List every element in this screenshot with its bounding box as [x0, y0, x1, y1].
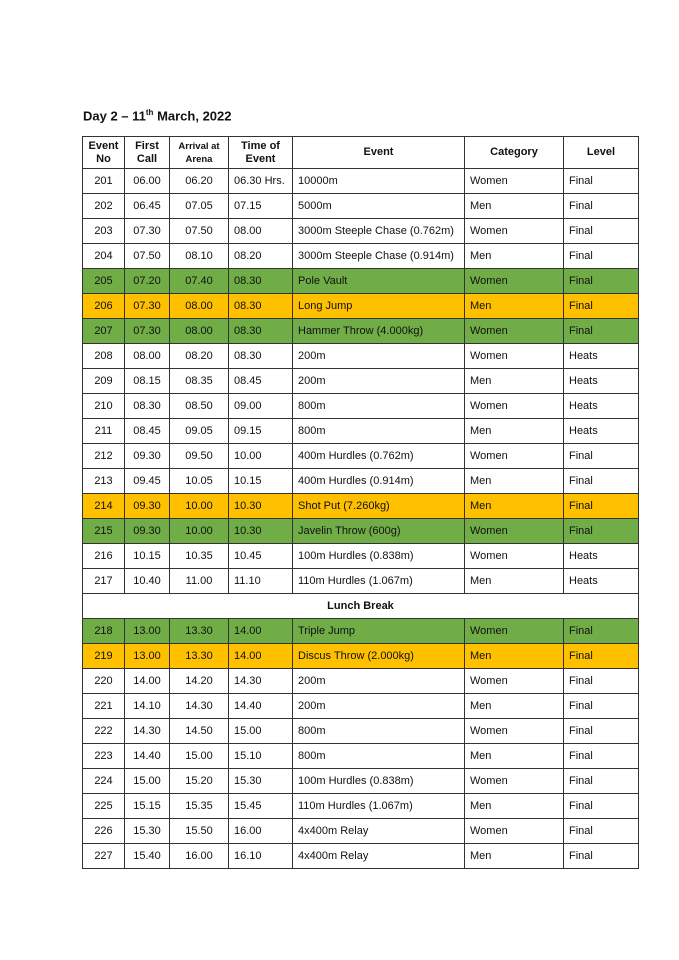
- cell-level: Final: [564, 519, 639, 544]
- cell-first-call: 08.15: [125, 369, 170, 394]
- header-arrival: Arrival at Arena: [170, 137, 229, 169]
- cell-category: Men: [465, 694, 564, 719]
- table-row: [83, 694, 639, 719]
- cell-category: Women: [465, 394, 564, 419]
- cell-level: Final: [564, 694, 639, 719]
- cell-event: Long Jump: [293, 294, 465, 319]
- schedule-table: [82, 136, 639, 869]
- cell-event: 200m: [293, 344, 465, 369]
- page-title: Day 2 – 11th March, 2022: [83, 108, 232, 124]
- table-row: [83, 569, 639, 594]
- cell-arrival: 14.50: [170, 719, 229, 744]
- table-row: [83, 319, 639, 344]
- cell-arrival: 16.00: [170, 844, 229, 869]
- cell-arrival: 15.20: [170, 769, 229, 794]
- cell-arrival: 08.00: [170, 294, 229, 319]
- cell-category: Women: [465, 619, 564, 644]
- cell-event: 800m: [293, 719, 465, 744]
- cell-event-no: 218: [83, 619, 125, 644]
- cell-category: Women: [465, 719, 564, 744]
- cell-first-call: 08.00: [125, 344, 170, 369]
- cell-first-call: 07.50: [125, 244, 170, 269]
- cell-first-call: 14.40: [125, 744, 170, 769]
- cell-level: Final: [564, 194, 639, 219]
- cell-level: Final: [564, 219, 639, 244]
- cell-time: 11.10: [229, 569, 293, 594]
- cell-event-no: 227: [83, 844, 125, 869]
- table-row: [83, 519, 639, 544]
- header-event: Event: [293, 137, 465, 169]
- cell-time: 15.10: [229, 744, 293, 769]
- cell-arrival: 15.35: [170, 794, 229, 819]
- cell-event-no: 203: [83, 219, 125, 244]
- table-row: [83, 644, 639, 669]
- cell-time: 14.40: [229, 694, 293, 719]
- cell-arrival: 08.00: [170, 319, 229, 344]
- cell-arrival: 11.00: [170, 569, 229, 594]
- cell-event-no: 212: [83, 444, 125, 469]
- cell-time: 10.30: [229, 494, 293, 519]
- table-row: [83, 394, 639, 419]
- cell-time: 08.30: [229, 269, 293, 294]
- cell-category: Women: [465, 219, 564, 244]
- table-row: [83, 169, 639, 194]
- table-row: [83, 794, 639, 819]
- cell-first-call: 13.00: [125, 644, 170, 669]
- table-row: [83, 669, 639, 694]
- cell-level: Heats: [564, 544, 639, 569]
- table-row: [83, 244, 639, 269]
- table-row: [83, 744, 639, 769]
- cell-event-no: 215: [83, 519, 125, 544]
- table-row: [83, 819, 639, 844]
- cell-arrival: 14.30: [170, 694, 229, 719]
- table-row: [83, 194, 639, 219]
- cell-arrival: 15.00: [170, 744, 229, 769]
- cell-event-no: 226: [83, 819, 125, 844]
- cell-arrival: 13.30: [170, 644, 229, 669]
- cell-event-no: 204: [83, 244, 125, 269]
- cell-first-call: 15.00: [125, 769, 170, 794]
- cell-category: Women: [465, 169, 564, 194]
- cell-time: 09.00: [229, 394, 293, 419]
- cell-event-no: 210: [83, 394, 125, 419]
- cell-arrival: 08.35: [170, 369, 229, 394]
- cell-level: Heats: [564, 344, 639, 369]
- cell-event-no: 221: [83, 694, 125, 719]
- cell-arrival: 07.40: [170, 269, 229, 294]
- cell-category: Men: [465, 369, 564, 394]
- cell-arrival: 06.20: [170, 169, 229, 194]
- cell-level: Final: [564, 619, 639, 644]
- cell-level: Heats: [564, 369, 639, 394]
- cell-category: Men: [465, 469, 564, 494]
- cell-category: Women: [465, 344, 564, 369]
- cell-first-call: 07.30: [125, 294, 170, 319]
- cell-level: Final: [564, 444, 639, 469]
- table-row: [83, 469, 639, 494]
- table-row: [83, 294, 639, 319]
- header-time: Time of Event: [229, 137, 293, 169]
- cell-time: 10.30: [229, 519, 293, 544]
- cell-arrival: 08.50: [170, 394, 229, 419]
- cell-level: Final: [564, 744, 639, 769]
- cell-category: Men: [465, 794, 564, 819]
- cell-arrival: 15.50: [170, 819, 229, 844]
- cell-event: 800m: [293, 744, 465, 769]
- cell-first-call: 13.00: [125, 619, 170, 644]
- cell-first-call: 15.15: [125, 794, 170, 819]
- cell-event: Triple Jump: [293, 619, 465, 644]
- cell-first-call: 06.45: [125, 194, 170, 219]
- cell-category: Men: [465, 419, 564, 444]
- cell-first-call: 10.40: [125, 569, 170, 594]
- cell-event-no: 211: [83, 419, 125, 444]
- cell-level: Final: [564, 669, 639, 694]
- cell-first-call: 08.45: [125, 419, 170, 444]
- table-row: [83, 494, 639, 519]
- header-first-call: First Call: [125, 137, 170, 169]
- cell-first-call: 09.30: [125, 444, 170, 469]
- cell-event: Pole Vault: [293, 269, 465, 294]
- cell-category: Women: [465, 269, 564, 294]
- cell-event: 200m: [293, 694, 465, 719]
- cell-arrival: 08.10: [170, 244, 229, 269]
- cell-time: 08.45: [229, 369, 293, 394]
- lunch-break-label: Lunch Break: [83, 594, 639, 619]
- cell-event: Shot Put (7.260kg): [293, 494, 465, 519]
- cell-first-call: 07.30: [125, 319, 170, 344]
- cell-event: 200m: [293, 369, 465, 394]
- cell-arrival: 13.30: [170, 619, 229, 644]
- cell-time: 08.30: [229, 344, 293, 369]
- cell-level: Final: [564, 269, 639, 294]
- cell-event-no: 201: [83, 169, 125, 194]
- cell-event: 110m Hurdles (1.067m): [293, 569, 465, 594]
- cell-category: Women: [465, 444, 564, 469]
- cell-event-no: 214: [83, 494, 125, 519]
- cell-time: 15.00: [229, 719, 293, 744]
- cell-category: Men: [465, 244, 564, 269]
- cell-first-call: 07.30: [125, 219, 170, 244]
- table-row: [83, 269, 639, 294]
- cell-event-no: 209: [83, 369, 125, 394]
- cell-event: 100m Hurdles (0.838m): [293, 769, 465, 794]
- cell-first-call: 09.30: [125, 494, 170, 519]
- cell-event: 200m: [293, 669, 465, 694]
- cell-time: 14.00: [229, 644, 293, 669]
- cell-first-call: 08.30: [125, 394, 170, 419]
- cell-event-no: 223: [83, 744, 125, 769]
- cell-first-call: 15.30: [125, 819, 170, 844]
- cell-event: 5000m: [293, 194, 465, 219]
- cell-level: Final: [564, 769, 639, 794]
- cell-event-no: 202: [83, 194, 125, 219]
- cell-category: Women: [465, 519, 564, 544]
- table-row: [83, 219, 639, 244]
- cell-category: Men: [465, 844, 564, 869]
- cell-first-call: 06.00: [125, 169, 170, 194]
- cell-arrival: 10.05: [170, 469, 229, 494]
- cell-category: Men: [465, 294, 564, 319]
- cell-arrival: 08.20: [170, 344, 229, 369]
- cell-category: Men: [465, 644, 564, 669]
- cell-time: 08.00: [229, 219, 293, 244]
- lunch-break-row: [83, 594, 639, 619]
- cell-time: 16.00: [229, 819, 293, 844]
- cell-level: Final: [564, 244, 639, 269]
- cell-event: Discus Throw (2.000kg): [293, 644, 465, 669]
- cell-first-call: 14.00: [125, 669, 170, 694]
- cell-first-call: 10.15: [125, 544, 170, 569]
- table-row: [83, 369, 639, 394]
- cell-time: 06.30 Hrs.: [229, 169, 293, 194]
- cell-first-call: 07.20: [125, 269, 170, 294]
- cell-time: 08.30: [229, 294, 293, 319]
- cell-category: Women: [465, 769, 564, 794]
- cell-arrival: 07.05: [170, 194, 229, 219]
- cell-level: Final: [564, 719, 639, 744]
- cell-event-no: 207: [83, 319, 125, 344]
- cell-level: Final: [564, 469, 639, 494]
- cell-event: 3000m Steeple Chase (0.914m): [293, 244, 465, 269]
- cell-level: Final: [564, 819, 639, 844]
- cell-level: Final: [564, 294, 639, 319]
- cell-event: 110m Hurdles (1.067m): [293, 794, 465, 819]
- cell-time: 14.30: [229, 669, 293, 694]
- cell-level: Heats: [564, 419, 639, 444]
- cell-event-no: 213: [83, 469, 125, 494]
- table-row: [83, 844, 639, 869]
- cell-time: 10.15: [229, 469, 293, 494]
- cell-event: 400m Hurdles (0.914m): [293, 469, 465, 494]
- table-row: [83, 769, 639, 794]
- cell-level: Final: [564, 644, 639, 669]
- cell-event-no: 217: [83, 569, 125, 594]
- cell-level: Final: [564, 844, 639, 869]
- cell-event: 100m Hurdles (0.838m): [293, 544, 465, 569]
- cell-time: 08.20: [229, 244, 293, 269]
- cell-time: 16.10: [229, 844, 293, 869]
- cell-first-call: 09.45: [125, 469, 170, 494]
- cell-time: 07.15: [229, 194, 293, 219]
- cell-event: 800m: [293, 419, 465, 444]
- cell-event: 10000m: [293, 169, 465, 194]
- table-row: [83, 544, 639, 569]
- cell-event-no: 222: [83, 719, 125, 744]
- table-row: [83, 419, 639, 444]
- cell-level: Heats: [564, 569, 639, 594]
- cell-level: Heats: [564, 394, 639, 419]
- cell-level: Final: [564, 169, 639, 194]
- cell-first-call: 14.10: [125, 694, 170, 719]
- cell-event: 4x400m Relay: [293, 844, 465, 869]
- cell-arrival: 07.50: [170, 219, 229, 244]
- cell-first-call: 14.30: [125, 719, 170, 744]
- header-row: [83, 137, 639, 169]
- cell-event-no: 220: [83, 669, 125, 694]
- cell-time: 15.45: [229, 794, 293, 819]
- cell-event: 800m: [293, 394, 465, 419]
- header-level: Level: [564, 137, 639, 169]
- cell-arrival: 10.00: [170, 519, 229, 544]
- cell-category: Women: [465, 819, 564, 844]
- cell-arrival: 09.50: [170, 444, 229, 469]
- cell-event-no: 224: [83, 769, 125, 794]
- cell-category: Men: [465, 194, 564, 219]
- cell-time: 09.15: [229, 419, 293, 444]
- cell-event: 3000m Steeple Chase (0.762m): [293, 219, 465, 244]
- cell-event-no: 208: [83, 344, 125, 369]
- cell-arrival: 09.05: [170, 419, 229, 444]
- cell-category: Women: [465, 669, 564, 694]
- cell-level: Final: [564, 794, 639, 819]
- cell-category: Men: [465, 494, 564, 519]
- cell-event: 4x400m Relay: [293, 819, 465, 844]
- cell-event-no: 206: [83, 294, 125, 319]
- cell-event: Javelin Throw (600g): [293, 519, 465, 544]
- cell-time: 10.00: [229, 444, 293, 469]
- cell-event: Hammer Throw (4.000kg): [293, 319, 465, 344]
- cell-category: Men: [465, 744, 564, 769]
- cell-level: Final: [564, 494, 639, 519]
- cell-arrival: 10.35: [170, 544, 229, 569]
- cell-category: Women: [465, 319, 564, 344]
- cell-category: Women: [465, 544, 564, 569]
- cell-time: 10.45: [229, 544, 293, 569]
- cell-time: 15.30: [229, 769, 293, 794]
- cell-first-call: 15.40: [125, 844, 170, 869]
- cell-first-call: 09.30: [125, 519, 170, 544]
- header-event-no: Event No: [83, 137, 125, 169]
- cell-time: 14.00: [229, 619, 293, 644]
- cell-event-no: 205: [83, 269, 125, 294]
- cell-time: 08.30: [229, 319, 293, 344]
- cell-arrival: 10.00: [170, 494, 229, 519]
- table-row: [83, 444, 639, 469]
- table-row: [83, 719, 639, 744]
- table-row: [83, 344, 639, 369]
- cell-level: Final: [564, 319, 639, 344]
- cell-event-no: 225: [83, 794, 125, 819]
- cell-event: 400m Hurdles (0.762m): [293, 444, 465, 469]
- table-row: [83, 619, 639, 644]
- cell-category: Men: [465, 569, 564, 594]
- cell-arrival: 14.20: [170, 669, 229, 694]
- cell-event-no: 216: [83, 544, 125, 569]
- cell-event-no: 219: [83, 644, 125, 669]
- header-category: Category: [465, 137, 564, 169]
